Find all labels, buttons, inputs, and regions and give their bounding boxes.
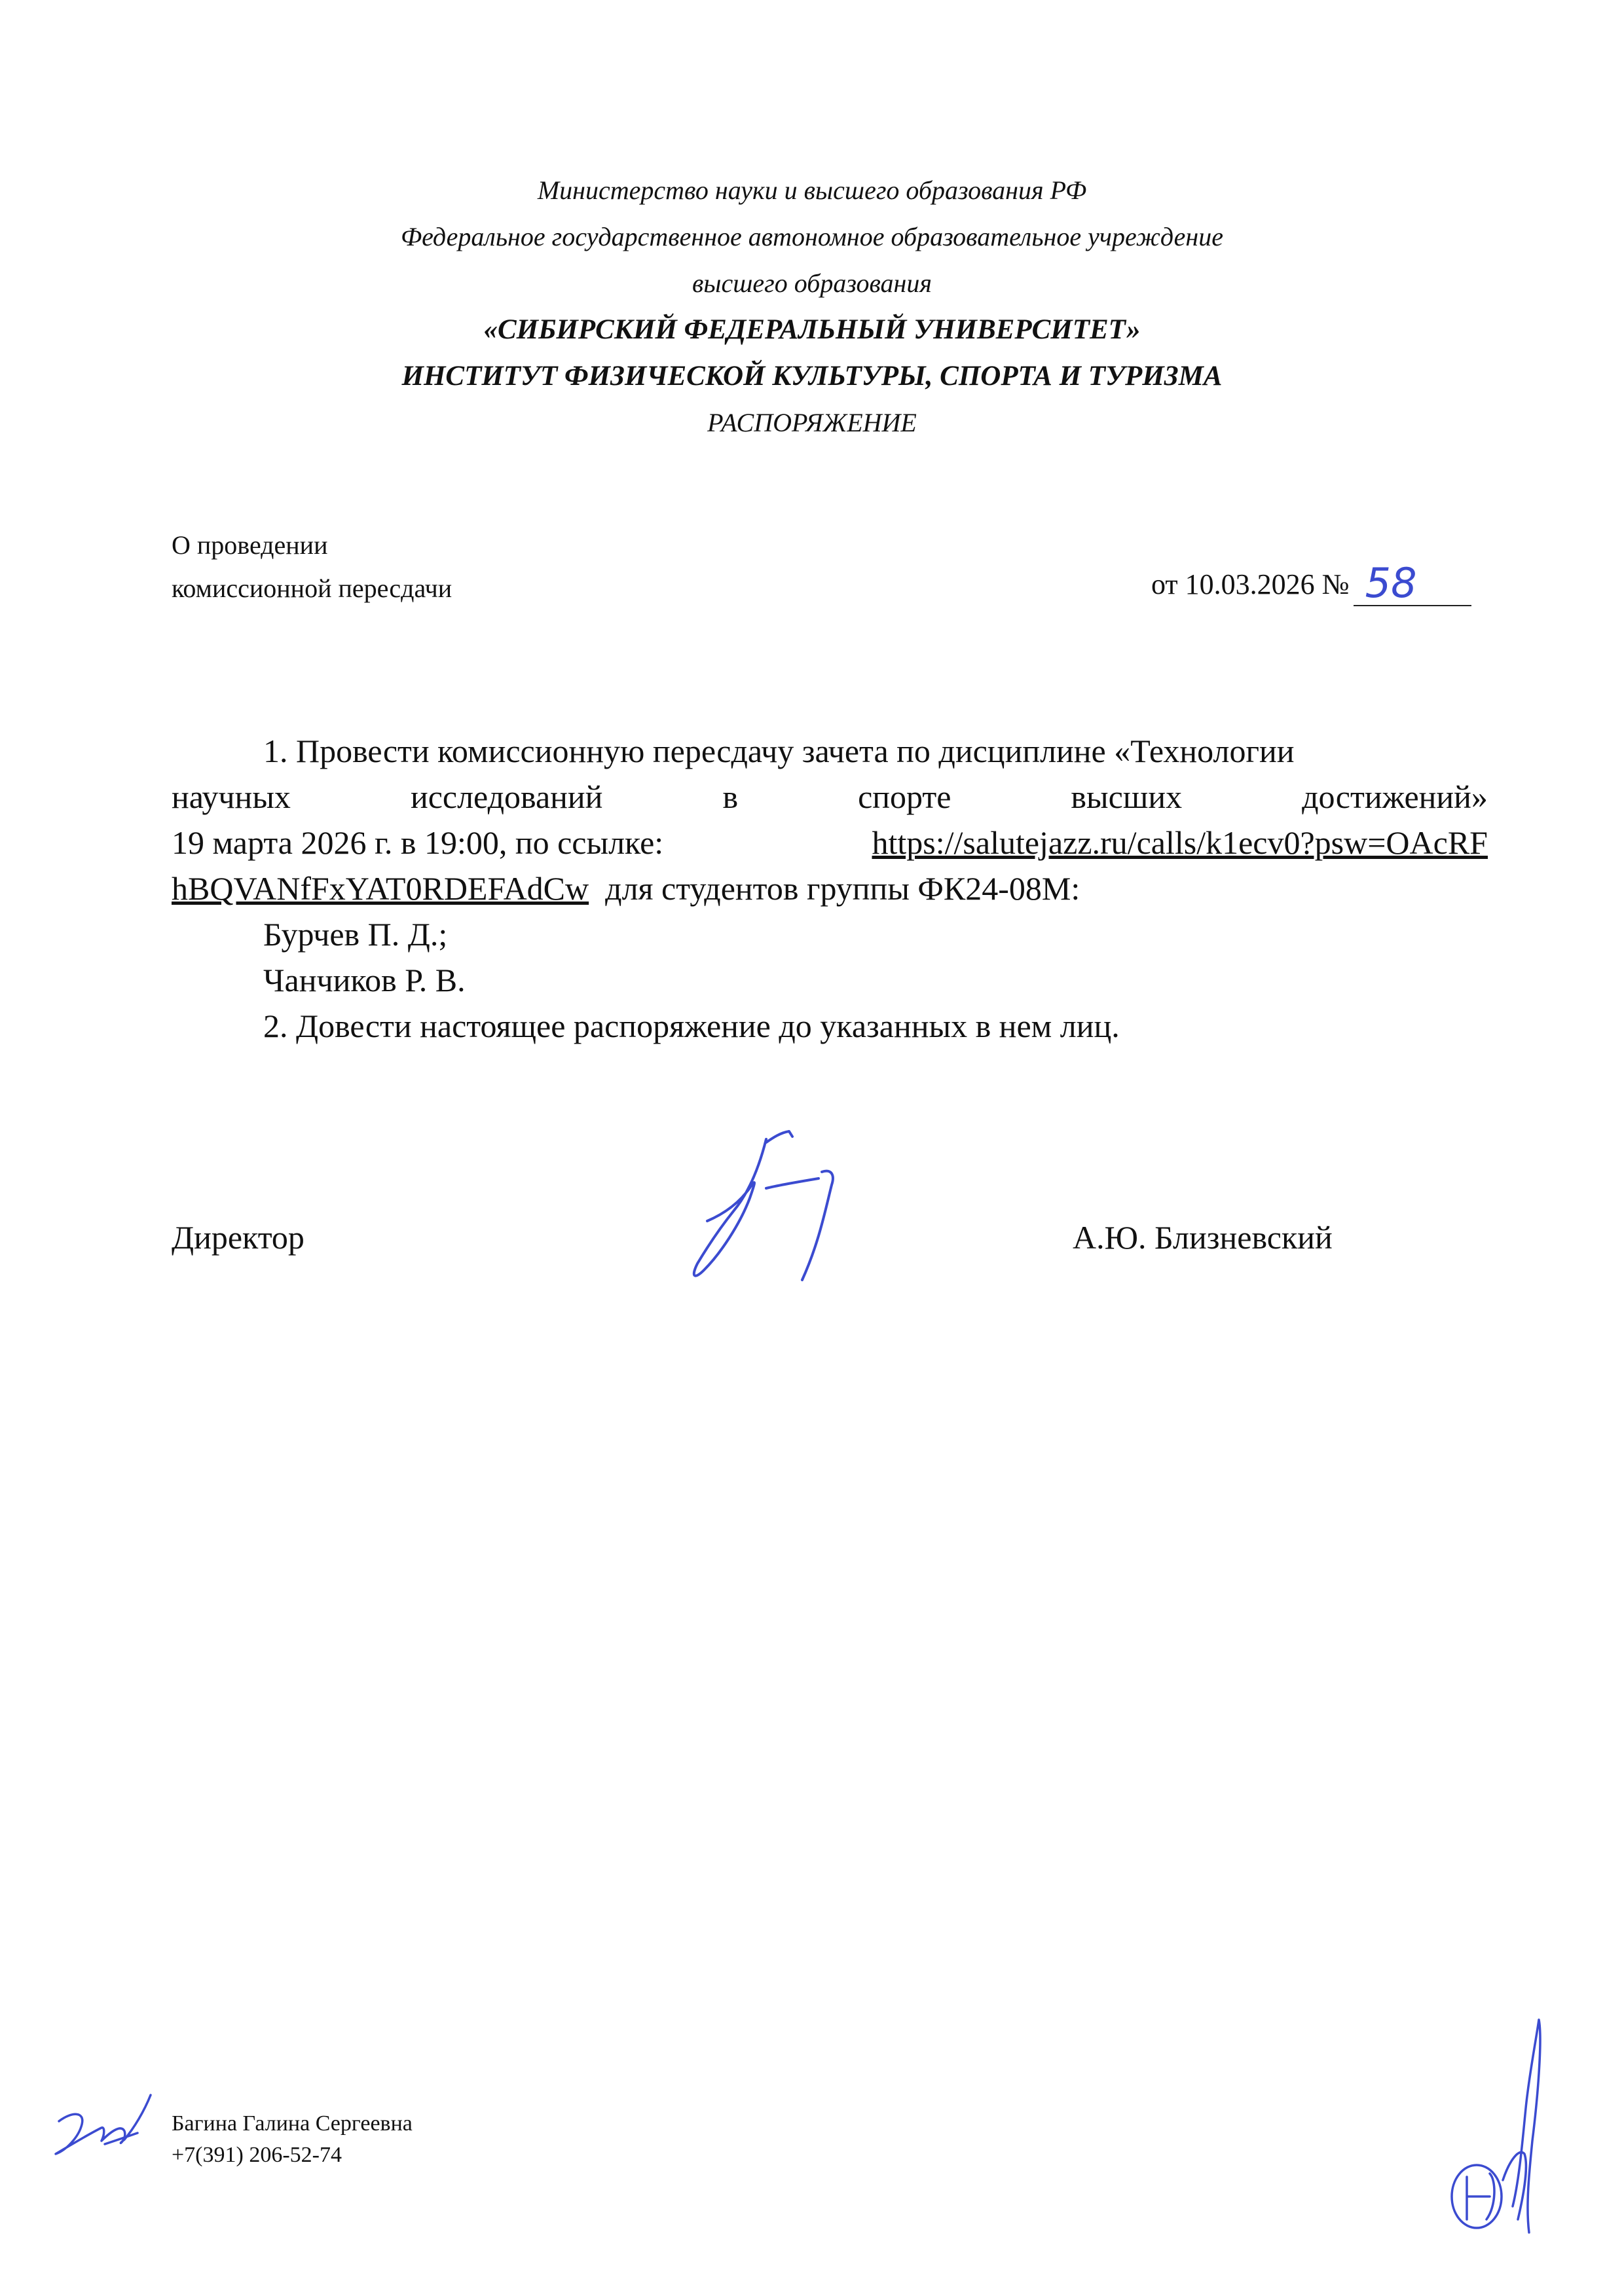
university-name: «СИБИРСКИЙ ФЕДЕРАЛЬНЫЙ УНИВЕРСИТЕТ»	[483, 314, 1141, 345]
document-header	[0, 167, 1624, 446]
order-number: 58	[1365, 559, 1417, 607]
order-date: от 10.03.2026 №	[1151, 568, 1350, 600]
order-subject	[172, 524, 452, 610]
item-1-second-line	[172, 774, 1488, 820]
executor-phone: +7(391) 206-52-74	[172, 2143, 342, 2167]
item-1-fourth-line	[172, 866, 1488, 911]
item-1-date: 19 марта 2026 г. в 19:00, по ссылке:	[172, 824, 664, 861]
signatory-name: А.Ю. Близневский	[1073, 1219, 1333, 1256]
word: достижений»	[1302, 778, 1488, 815]
item-2: 2. Довести настоящее распоряжение до указанных в нем лиц.	[263, 1008, 1120, 1044]
word: высших	[1071, 778, 1183, 815]
institution-type-line-2: высшего образования	[692, 268, 932, 298]
word: спорте	[858, 778, 951, 815]
meeting-link-part-1[interactable]: https://salutejazz.ru/calls/k1ecv0?psw=OAcRF	[872, 824, 1488, 861]
item-1-third-line	[172, 820, 1488, 866]
institution-type-line: Федеральное государственное автономное образовательное учреждение	[400, 222, 1223, 251]
order-body	[172, 728, 1488, 1049]
word: исследований	[410, 778, 603, 815]
item-1-group: для студентов группы ФК24-08М:	[605, 870, 1080, 907]
document-type: РАСПОРЯЖЕНИЕ	[707, 408, 917, 437]
director-signature	[668, 1113, 884, 1309]
institute-name: ИНСТИТУТ ФИЗИЧЕСКОЙ КУЛЬТУРЫ, СПОРТА И ТУРИЗМА	[401, 361, 1223, 392]
student-item: Чанчиков Р. В.	[263, 962, 466, 998]
meeting-link-part-2[interactable]: hBQVANfFxYAT0RDEFAdCw	[172, 870, 589, 907]
subject-line-1: О проведении	[172, 530, 328, 560]
item-1-first-line: 1. Провести комиссионную пересдачу зачета по дисциплине «Технологии	[263, 733, 1295, 769]
order-date-number	[1151, 559, 1471, 607]
word: в	[722, 778, 739, 815]
word: научных	[172, 778, 291, 815]
margin-initials-signature	[1441, 2010, 1559, 2252]
subject-line-2: комиссионной пересдачи	[172, 574, 452, 603]
executor-initials-signature	[39, 2082, 157, 2174]
order-number-field	[1354, 559, 1471, 607]
signatory-position: Директор	[172, 1219, 304, 1256]
executor-name: Багина Галина Сергеевна	[172, 2111, 413, 2136]
executor-info	[172, 2108, 413, 2171]
student-item: Бурчев П. Д.;	[263, 916, 448, 953]
ministry-line: Министерство науки и высшего образования РФ	[537, 175, 1087, 205]
